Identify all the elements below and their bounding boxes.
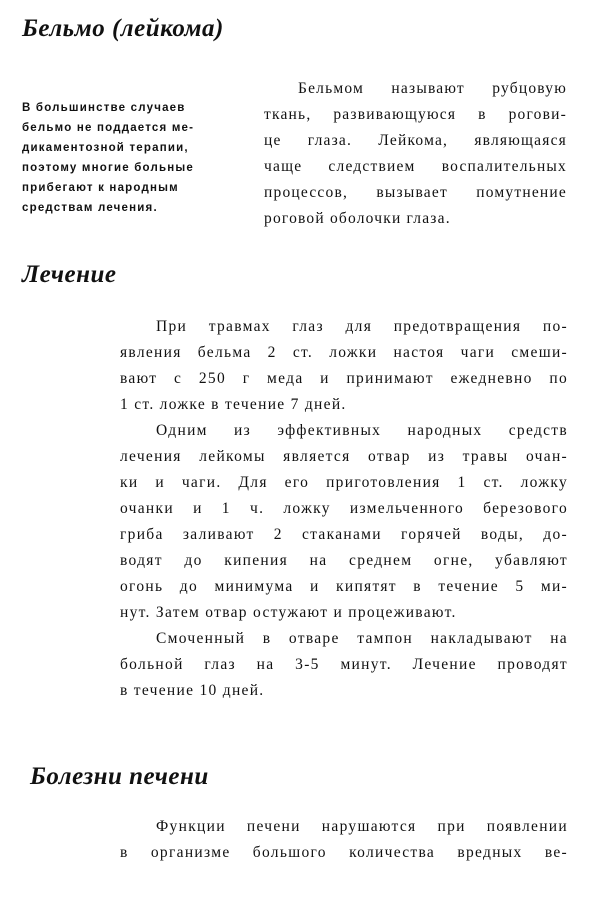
text-line: 1 ст. ложке в течение 7 дней. (120, 396, 347, 413)
section-title-leukoma: Бельмо (лейкома) (22, 15, 224, 42)
text-line: ки и чаги. Для его приготовления 1 ст. ложку (120, 474, 568, 491)
intro-paragraph (264, 76, 567, 232)
sidenote-line: дикаментозной терапии, (22, 142, 189, 154)
text-line: нут. Затем отвар остужают и процеживают. (120, 604, 457, 621)
sidenote-line: поэтому многие больные (22, 162, 195, 174)
text-line: Бельмом называют рубцовую (298, 80, 567, 97)
text-line: чаще следствием воспалительных (264, 158, 567, 175)
liver-text (120, 814, 568, 866)
sidenote-line: бельмо не поддается ме- (22, 122, 195, 134)
text-line: це глаза. Лейкома, являющаяся (264, 132, 567, 149)
text-line: При травмах глаз для предотвращения по- (156, 318, 568, 335)
section-title-liver-diseases: Болезни печени (30, 763, 209, 790)
text-line: процессов, вызывает помутнение (264, 184, 567, 201)
text-line: Одним из эффективных народных средств (156, 422, 568, 439)
text-line: ткань, развивающуюся в рогови- (264, 106, 567, 123)
text-line: в течение 10 дней. (120, 682, 265, 699)
text-line: в организме большого количества вредных ве- (120, 844, 568, 861)
sidenote-line: средствам лечения. (22, 202, 158, 214)
text-line: вают с 250 г меда и принимают ежедневно по (120, 370, 568, 387)
sidenote-line: прибегают к народным (22, 182, 179, 194)
text-line: явления бельма 2 ст. ложки настоя чаги смеши- (120, 344, 568, 361)
section-title-treatment: Лечение (22, 261, 117, 288)
text-line: Функции печени нарушаются при появлении (156, 818, 568, 835)
text-line: больной глаз на 3-5 минут. Лечение проводят (120, 656, 568, 673)
text-line: водят до кипения на среднем огне, убавляют (120, 552, 568, 569)
sidenote-line: В большинстве случаев (22, 102, 186, 114)
text-line: лечения лейкомы является отвар из травы очан- (120, 448, 568, 465)
text-line: роговой оболочки глаза. (264, 210, 451, 227)
text-line: Смоченный в отваре тампон накладывают на (156, 630, 568, 647)
treatment-text (120, 314, 568, 704)
text-line: очанки и 1 ч. ложку измельченного березового (120, 500, 568, 517)
text-line: гриба заливают 2 стаканами горячей воды, до- (120, 526, 568, 543)
sidenote (22, 98, 237, 218)
text-line: огонь до минимума и кипятят в течение 5 ми- (120, 578, 568, 595)
